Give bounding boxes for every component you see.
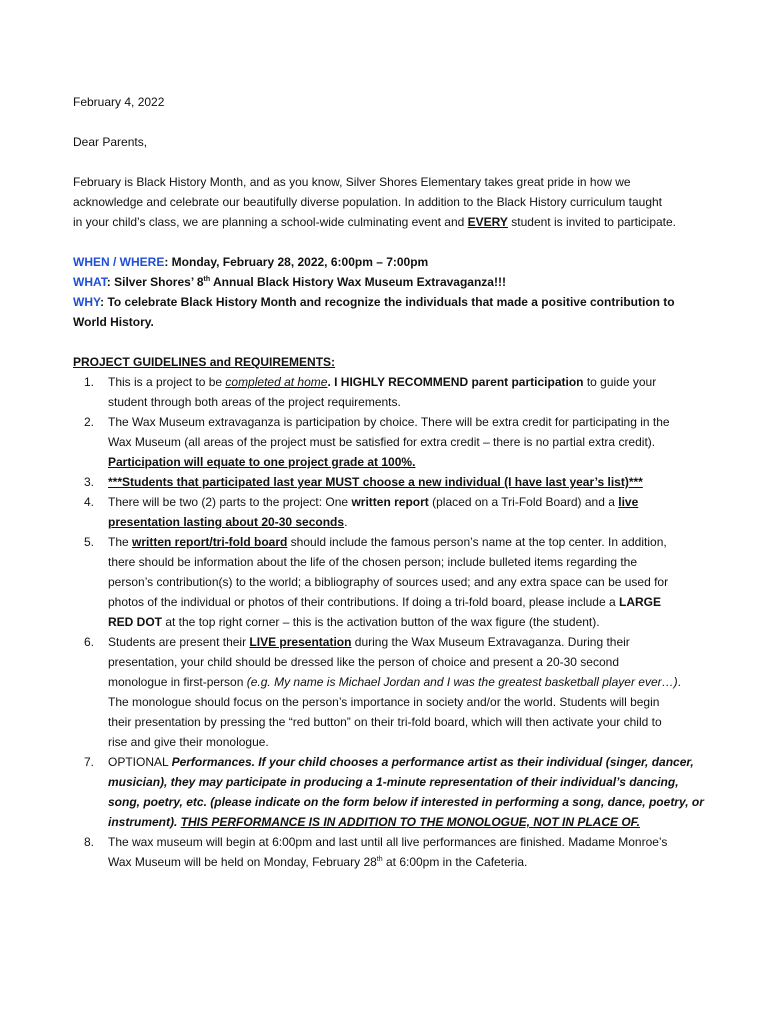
item-number-1: 1. [84,375,95,389]
item-5-line-4: photos of the individual or photos of their contributions. If doing a tri-fold board, please include a LARGE [108,595,661,609]
when-where-line [73,252,428,272]
why-line-2: World History. [73,315,154,329]
item-2-line-3: Participation will equate to one project grade at 100%. [108,455,416,469]
item-7-line-2: musician), they may participate in producing a 1-minute representation of their individual’s dancing, [108,775,679,789]
item-number-8: 8. [84,835,95,849]
item-6-line-6: rise and give their monologue. [108,735,269,749]
why-line: WHY: To celebrate Black History Month and recognize the individuals that made a positive contribution to [73,295,675,309]
item-6-line-5: their presentation by pressing the “red button” on their tri-fold board, which will then activate your child to [108,715,662,729]
item-5-line-5: RED DOT at the top right corner – this is the activation button of the wax figure (the student). [108,615,600,629]
every-emphasis: EVERY [467,215,508,229]
item-5-line-2: there should be information about the life of the chosen person; include bulleted items regarding the [108,555,638,569]
item-4-line-1: There will be two (2) parts to the project: One written report (placed on a Tri-Fold Board) and a live [108,495,639,509]
item-number-4: 4. [84,495,95,509]
item-7-line-4: instrument). THIS PERFORMANCE IS IN ADDITION TO THE MONOLOGUE, NOT IN PLACE OF. [108,815,641,829]
item-2-line-1: The Wax Museum extravaganza is participation by choice. There will be extra credit for participating in the [108,415,670,429]
what-line: WHAT: Silver Shores’ 8th Annual Black History Wax Museum Extravaganza!!! [73,275,506,289]
item-5-line-1: The written report/tri-fold board should include the famous person’s name at the top center. In addition, [108,535,667,549]
letter-date: February 4, 2022 [73,95,165,109]
item-6-line-1: Students are present their LIVE presentation during the Wax Museum Extravaganza. During their [108,635,630,649]
item-number-6: 6. [84,635,95,649]
salutation: Dear Parents, [73,135,148,149]
item-5-line-3: person’s contribution(s) to the world; a bibliography of sources used; and any extra space can be used for [108,575,669,589]
item-3-line-1: ***Students that participated last year MUST choose a new individual (I have last year’s list)*** [108,475,643,489]
item-1-line-2: student through both areas of the project requirements. [108,395,401,409]
item-number-3: 3. [84,475,95,489]
why-label: WHY [73,295,101,309]
intro-line-2: acknowledge and celebrate our beautifully diverse population. In addition to the Black History curriculum taught [73,195,663,209]
intro-line-3: in your child’s class, we are planning a school-wide culminating event and EVERY student is invited to participate. [73,215,677,229]
item-6-line-3: monologue in first-person (e.g. My name is Michael Jordan and I was the greatest basketball player ever…). [108,675,681,689]
guidelines-heading: PROJECT GUIDELINES and REQUIREMENTS: [73,355,336,369]
when-value: : Monday, February 28, 2022, 6:00pm – 7:00pm [164,255,429,269]
item-6-line-4: The monologue should focus on the person’s importance in society and/or the world. Students will begin [108,695,660,709]
item-8-line-1: The wax museum will begin at 6:00pm and last until all live performances are finished. Madame Monroe’s [108,835,668,849]
item-number-5: 5. [84,535,95,549]
item-number-7: 7. [84,755,95,769]
item-2-line-2: Wax Museum (all areas of the project must be satisfied for extra credit – there is no partial extra credit). [108,435,656,449]
item-1-line-1: This is a project to be completed at home. I HIGHLY RECOMMEND parent participation to guide your [108,375,657,389]
when-label: WHEN / WHERE [73,255,165,269]
item-8-line-2: Wax Museum will be held on Monday, February 28th at 6:00pm in the Cafeteria. [108,855,528,869]
intro-line-1: February is Black History Month, and as you know, Silver Shores Elementary takes great pride in how we [73,175,631,189]
item-number-2: 2. [84,415,95,429]
item-7-line-3: song, poetry, etc. (please indicate on the form below if interested in performing a song, dance, poetry, or [108,795,704,809]
what-label: WHAT [73,275,107,289]
item-7-line-1: OPTIONAL Performances. If your child chooses a performance artist as their individual (singer, dancer, [108,755,694,769]
item-4-line-2: presentation lasting about 20-30 seconds. [108,515,348,529]
item-6-line-2: presentation, your child should be dressed like the person of choice and present a 20-30 second [108,655,619,669]
